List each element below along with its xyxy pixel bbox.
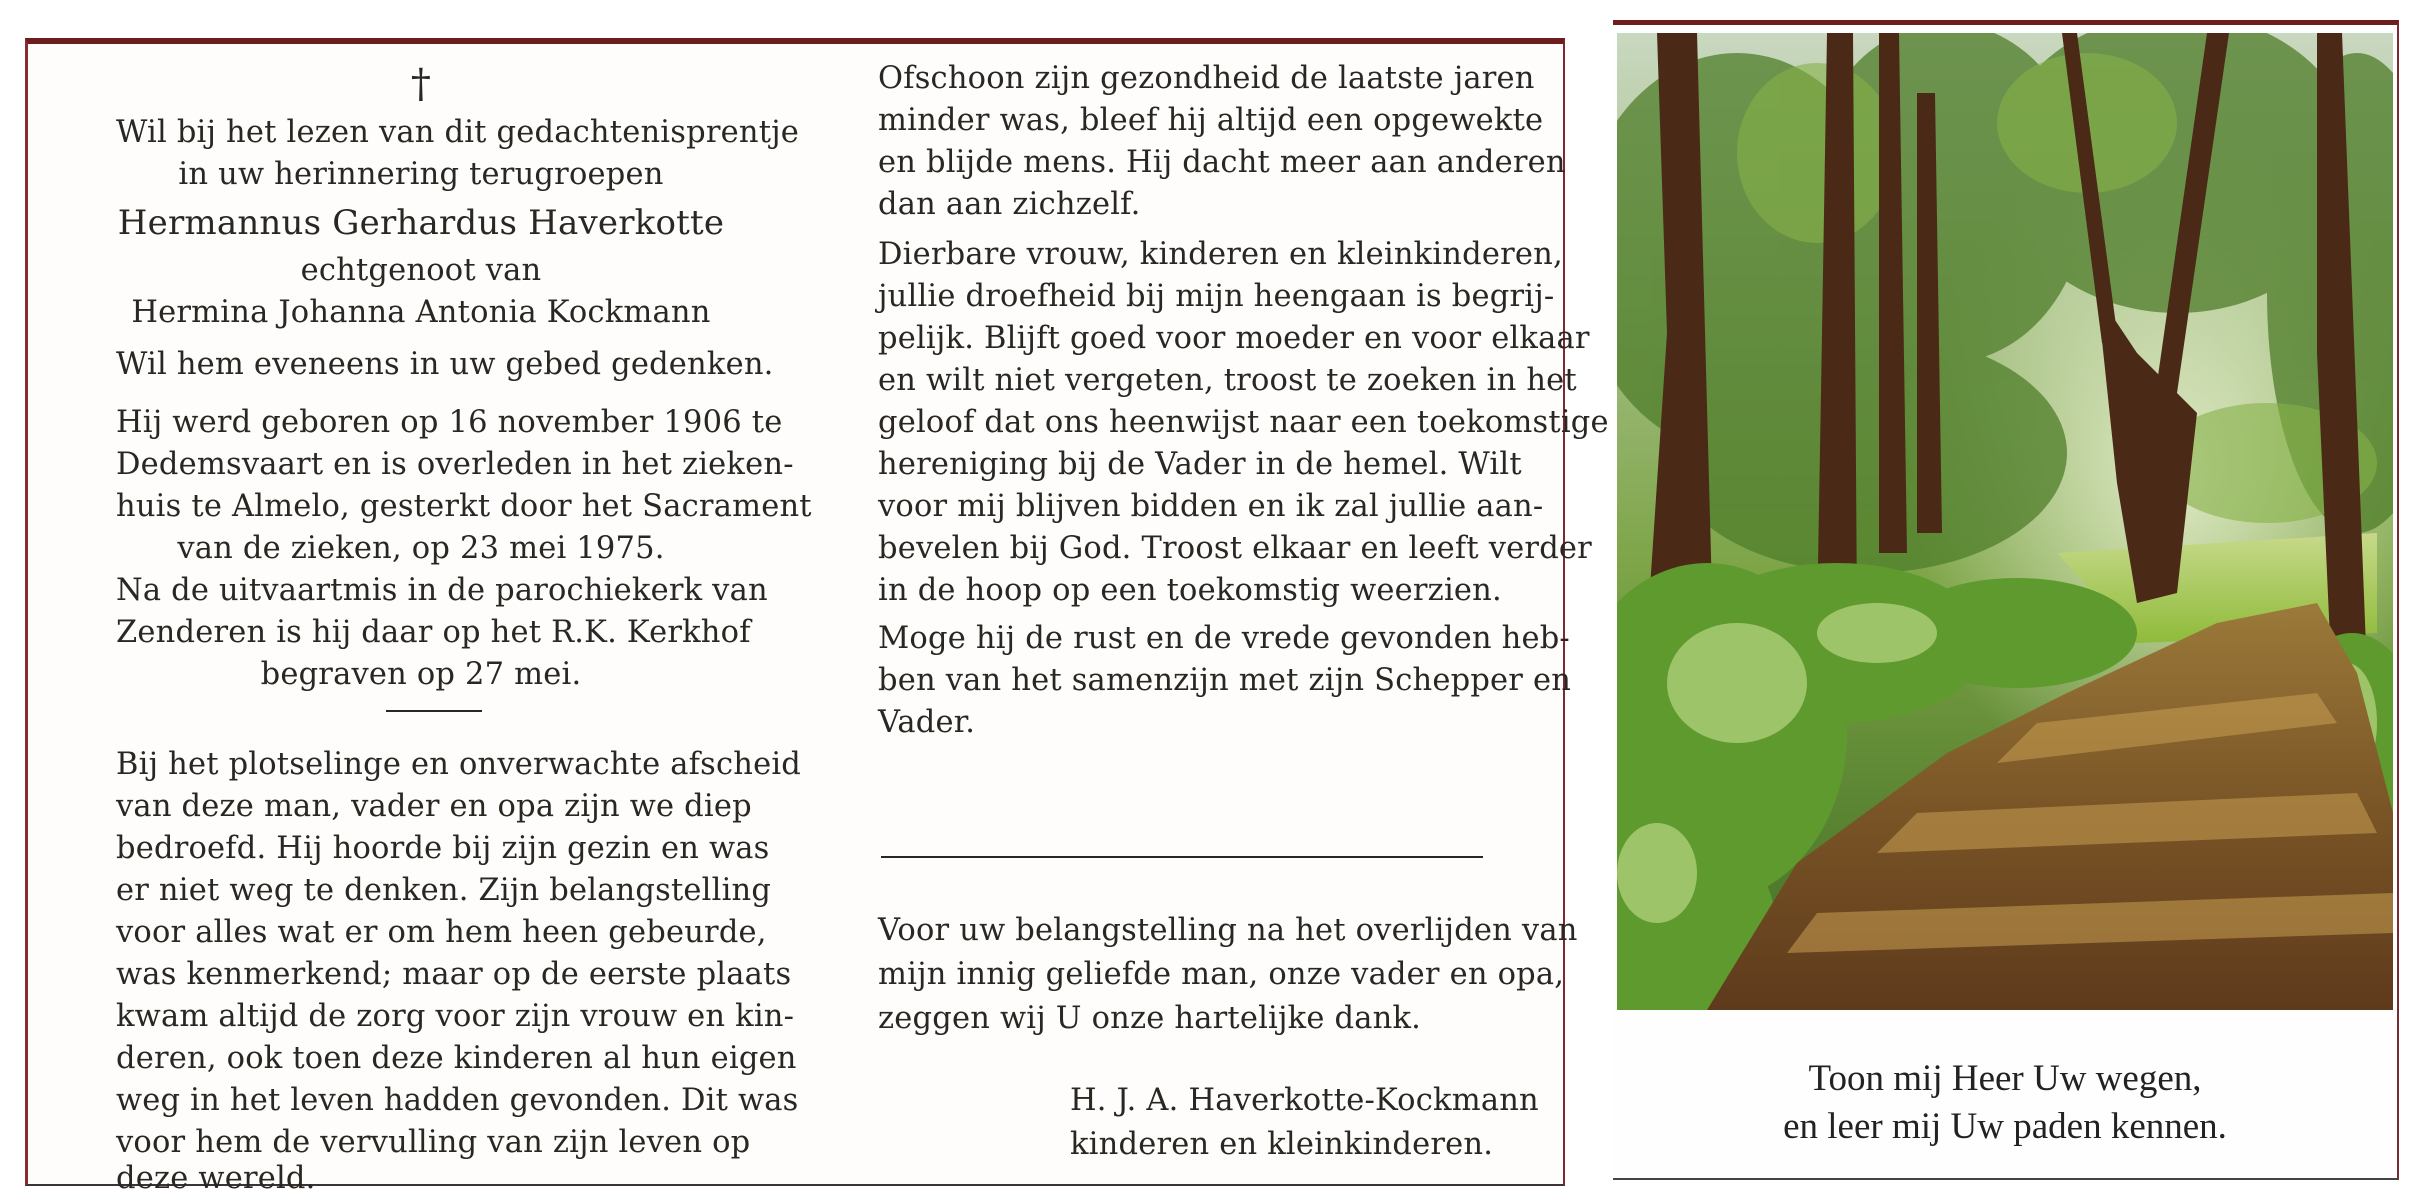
paragraph-line: Ofschoon zijn gezondheid de laatste jaren — [878, 61, 1535, 96]
deceased-name: Hermannus Gerhardus Haverkotte — [117, 203, 725, 243]
tribute-line: weg in het leven hadden gevonden. Dit was — [116, 1083, 799, 1118]
caption-line: Toon mij Heer Uw wegen, — [1808, 1058, 2202, 1099]
spouse-label: echtgenoot van — [300, 253, 542, 288]
tribute-line: deze wereld. — [116, 1161, 316, 1196]
paragraph-line: dan aan zichzelf. — [878, 187, 1141, 222]
tree-lined-path-image — [1617, 33, 2393, 1010]
tribute-line: voor alles wat er om hem heen gebeurde, — [116, 915, 767, 950]
cross-icon: † — [410, 61, 432, 107]
paragraph-line: hereniging bij de Vader in de hemel. Wilt — [878, 447, 1522, 482]
paragraph-line: jullie droefheid bij mijn heengaan is begrij- — [878, 279, 1555, 314]
paragraph-line: Dierbare vrouw, kinderen en kleinkinderen, — [878, 237, 1563, 272]
biography-line: Hij werd geboren op 16 november 1906 te — [116, 405, 783, 440]
memorial-card-inner — [25, 38, 1609, 1196]
tribute-line: Bij het plotselinge en onverwachte afscheid — [116, 747, 802, 782]
paragraph-line: en blijde mens. Hij dacht meer aan anderen — [878, 145, 1566, 180]
thanks-line: Voor uw belangstelling na het overlijden van — [878, 913, 1578, 948]
intro-line: in uw herinnering terugroepen — [178, 157, 664, 192]
paragraph-line: Moge hij de rust en de vrede gevonden heb- — [878, 621, 1570, 656]
paragraph-line: geloof dat ons heenwijst naar een toekomstige — [878, 405, 1609, 440]
paragraph-line: in de hoop op een toekomstig weerzien. — [878, 573, 1502, 608]
tribute-line: deren, ook toen deze kinderen al hun eigen — [116, 1041, 797, 1076]
paragraph-line: minder was, bleef hij altijd een opgewekte — [878, 103, 1544, 138]
prayer-request: Wil hem eveneens in uw gebed gedenken. — [116, 347, 774, 382]
intro-line: Wil bij het lezen van dit gedachtenisprentje — [116, 115, 800, 150]
section-divider — [881, 856, 1483, 858]
paragraph-line: voor mij blijven bidden en ik zal jullie aan- — [878, 489, 1544, 524]
caption-line: en leer mij Uw paden kennen. — [1783, 1106, 2227, 1147]
thanks-line: mijn innig geliefde man, onze vader en opa, — [878, 957, 1565, 992]
biography-line: van de zieken, op 23 mei 1975. — [177, 531, 665, 566]
tribute-line: van deze man, vader en opa zijn we diep — [116, 789, 752, 824]
biography-line: huis te Almelo, gesterkt door het Sacrament — [116, 489, 812, 524]
photo-card — [1613, 20, 2399, 1180]
paragraph-line: en wilt niet vergeten, troost te zoeken in het — [878, 363, 1577, 398]
scripture-caption — [1613, 1055, 2397, 1151]
paragraph-line: ben van het samenzijn met zijn Schepper en — [878, 663, 1572, 698]
tribute-line: bedroefd. Hij hoorde bij zijn gezin en was — [116, 831, 770, 866]
tribute-line: was kenmerkend; maar op de eerste plaats — [116, 957, 792, 992]
biography-line: Na de uitvaartmis in de parochiekerk van — [116, 573, 768, 608]
paragraph-line: Vader. — [878, 705, 976, 740]
paragraph-line: pelijk. Blijft goed voor moeder en voor elkaar — [878, 321, 1590, 356]
biography-line: Zenderen is hij daar op het R.K. Kerkhof — [116, 615, 751, 650]
spouse-name: Hermina Johanna Antonia Kockmann — [131, 295, 711, 330]
biography-line: Dedemsvaart en is overleden in het zieken- — [116, 447, 794, 482]
paragraph-line: bevelen bij God. Troost elkaar en leeft verder — [878, 531, 1592, 566]
path-photo — [1617, 33, 2393, 1010]
thanks-line: zeggen wij U onze hartelijke dank. — [878, 1001, 1422, 1036]
tribute-line: kwam altijd de zorg voor zijn vrouw en kin- — [116, 999, 795, 1034]
signature-line: H. J. A. Haverkotte-Kockmann — [1070, 1083, 1539, 1118]
signature-line: kinderen en kleinkinderen. — [1070, 1127, 1494, 1162]
tribute-line: er niet weg te denken. Zijn belangstelling — [116, 873, 772, 908]
biography-line: begraven op 27 mei. — [260, 657, 582, 692]
section-divider — [386, 710, 482, 712]
tribute-line: voor hem de vervulling van zijn leven op — [116, 1125, 751, 1160]
